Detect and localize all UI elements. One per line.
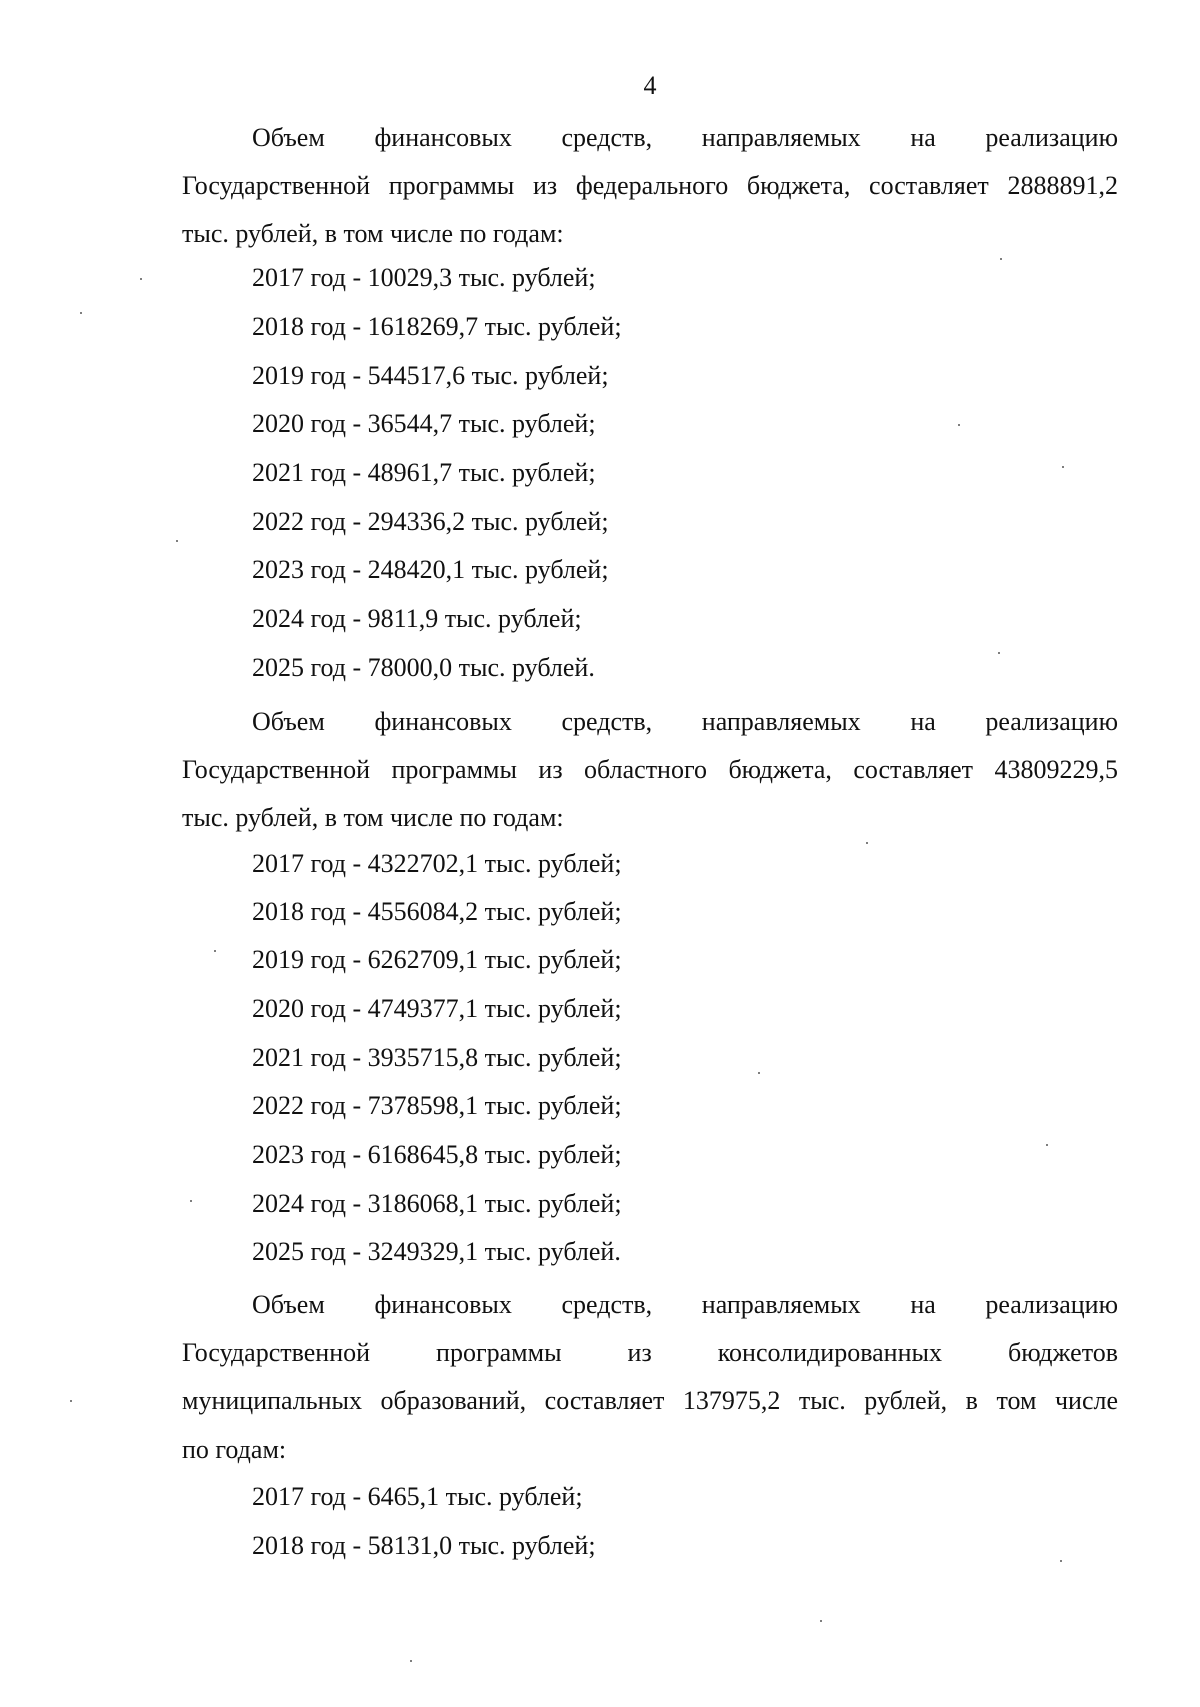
- scan-speck: [80, 312, 82, 314]
- year-amount-item: 2020 год - 36544,7 тыс. рублей;: [252, 409, 596, 438]
- year-amount-item: 2017 год - 6465,1 тыс. рублей;: [252, 1482, 583, 1511]
- year-amount-item: 2022 год - 7378598,1 тыс. рублей;: [252, 1091, 622, 1120]
- year-amount-item: 2021 год - 48961,7 тыс. рублей;: [252, 458, 596, 487]
- scan-speck: [958, 424, 960, 426]
- paragraph-line: муниципальных образований, составляет 137975,2 тыс. рублей, в том числе: [182, 1386, 1118, 1415]
- paragraph-line: Объем финансовых средств, направляемых на реализацию: [252, 1290, 1118, 1319]
- scan-speck: [758, 1072, 760, 1074]
- scan-speck: [1046, 1144, 1048, 1146]
- paragraph-line: по годам:: [182, 1435, 287, 1464]
- paragraph-line: Объем финансовых средств, направляемых на реализацию: [252, 707, 1118, 736]
- scan-speck: [190, 1200, 192, 1202]
- scan-speck: [1062, 466, 1064, 468]
- year-amount-item: 2018 год - 58131,0 тыс. рублей;: [252, 1531, 596, 1560]
- year-amount-item: 2021 год - 3935715,8 тыс. рублей;: [252, 1043, 622, 1072]
- scan-speck: [410, 1660, 412, 1662]
- scan-speck: [214, 950, 216, 952]
- scan-speck: [866, 842, 868, 844]
- paragraph-line: тыс. рублей, в том числе по годам:: [182, 219, 564, 248]
- scan-speck: [70, 1400, 72, 1402]
- paragraph-line: тыс. рублей, в том числе по годам:: [182, 803, 564, 832]
- year-amount-item: 2025 год - 78000,0 тыс. рублей.: [252, 653, 595, 682]
- scan-speck: [820, 1620, 822, 1622]
- year-amount-item: 2020 год - 4749377,1 тыс. рублей;: [252, 994, 622, 1023]
- year-amount-item: 2018 год - 1618269,7 тыс. рублей;: [252, 312, 622, 341]
- year-amount-item: 2019 год - 544517,6 тыс. рублей;: [252, 361, 609, 390]
- scan-speck: [1060, 1560, 1062, 1562]
- year-amount-item: 2017 год - 4322702,1 тыс. рублей;: [252, 849, 622, 878]
- year-amount-item: 2023 год - 248420,1 тыс. рублей;: [252, 555, 609, 584]
- page-number: 4: [643, 71, 657, 100]
- year-amount-item: 2023 год - 6168645,8 тыс. рублей;: [252, 1140, 622, 1169]
- scan-speck: [140, 278, 142, 280]
- year-amount-item: 2018 год - 4556084,2 тыс. рублей;: [252, 897, 622, 926]
- year-amount-item: 2025 год - 3249329,1 тыс. рублей.: [252, 1237, 621, 1266]
- scan-speck: [998, 652, 1000, 654]
- year-amount-item: 2024 год - 9811,9 тыс. рублей;: [252, 604, 582, 633]
- year-amount-item: 2022 год - 294336,2 тыс. рублей;: [252, 507, 609, 536]
- paragraph-line: Объем финансовых средств, направляемых на реализацию: [252, 123, 1118, 152]
- paragraph-line: Государственной программы из федерального бюджета, составляет 2888891,2: [182, 171, 1118, 200]
- scan-speck: [1000, 258, 1002, 260]
- year-amount-item: 2024 год - 3186068,1 тыс. рублей;: [252, 1189, 622, 1218]
- year-amount-item: 2017 год - 10029,3 тыс. рублей;: [252, 263, 596, 292]
- paragraph-line: Государственной программы из консолидированных бюджетов: [182, 1338, 1118, 1367]
- year-amount-item: 2019 год - 6262709,1 тыс. рублей;: [252, 945, 622, 974]
- scan-speck: [176, 540, 178, 542]
- paragraph-line: Государственной программы из областного бюджета, составляет 43809229,5: [182, 755, 1118, 784]
